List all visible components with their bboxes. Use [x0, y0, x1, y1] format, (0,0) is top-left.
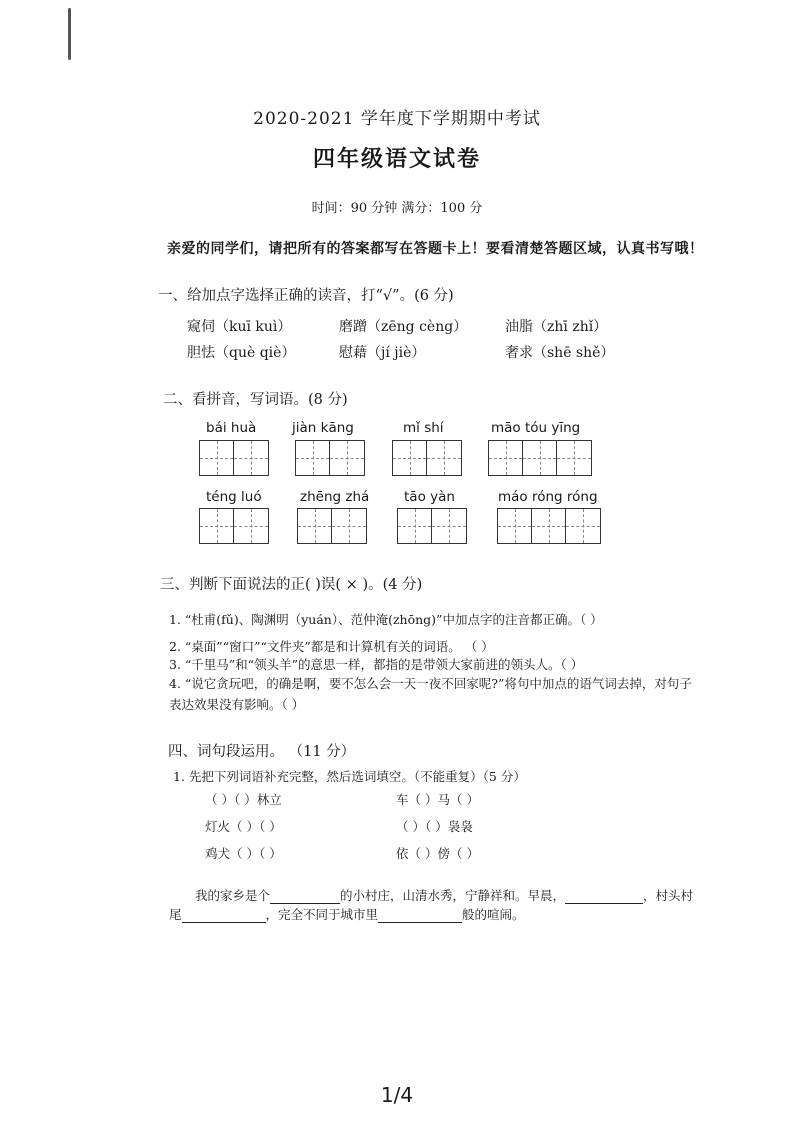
pinyin-label: māo tóu yīng: [491, 420, 581, 436]
q3-item: 1. “杜甫(fǔ)、陶渊明（yuán）、范仲淹(zhōng)”中加点字的注音都正确。（ ）: [169, 612, 603, 627]
q2-title: 二、看拼音，写词语。(8 分): [163, 392, 348, 408]
writing-grid[interactable]: [392, 440, 462, 476]
q1-item: 油脂（zhī zhǐ）: [505, 319, 608, 335]
writing-grid[interactable]: [199, 440, 269, 476]
pinyin-label: mǐ shí: [403, 420, 444, 436]
q3-item: 4. “说它贪玩吧，的确是啊，要不怎么会一天一夜不回家呢?”将句中加点的语气词去掉，对句子: [169, 676, 692, 691]
q3-item: 2. “桌面”“窗口”“文件夹”都是和计算机有关的词语。 （ ）: [169, 639, 494, 654]
q1-item: 磨蹭（zēng cèng）: [339, 319, 468, 335]
pinyin-label: téng luó: [206, 489, 262, 505]
q1-item: 胆怯（què qiè）: [187, 345, 296, 361]
pinyin-label: jiàn kāng: [292, 420, 354, 436]
time-info: 时间：90 分钟 满分：100 分: [311, 201, 483, 216]
pinyin-label: tāo yàn: [404, 489, 455, 505]
answer-blank[interactable]: [182, 908, 266, 923]
writing-grid[interactable]: [297, 508, 367, 544]
q1-title: 一、给加点字选择正确的读音，打“√”。(6 分): [158, 288, 454, 304]
word-fill[interactable]: 鸡犬（ ）（ ）: [205, 846, 282, 861]
q1-item: 慰藉（jí jiè）: [339, 345, 426, 361]
writing-grid[interactable]: [497, 508, 601, 544]
q3-item: 表达效果没有影响。（ ）: [169, 697, 305, 712]
passage-line-1: 我的家乡是个 的小村庄，山清水秀，宁静祥和。早晨， ，村头村: [195, 888, 694, 903]
q4-sub1: 1. 先把下列词语补充完整，然后选词填空。（不能重复）（5 分）: [173, 769, 526, 784]
writing-grid[interactable]: [295, 440, 365, 476]
word-fill[interactable]: 灯火（ ）（ ）: [205, 819, 282, 834]
writing-grid[interactable]: [199, 508, 269, 544]
word-fill[interactable]: 依（ ）傍（ ）: [396, 846, 479, 861]
passage-line-2: 尾 ，完全不同于城市里 般的喧闹。: [169, 907, 525, 922]
notice: 亲爱的同学们，请把所有的答案都写在答题卡上！要看清楚答题区域，认真书写哦！: [167, 241, 704, 257]
answer-blank[interactable]: [378, 908, 462, 923]
answer-blank[interactable]: [270, 889, 340, 904]
writing-grid[interactable]: [397, 508, 467, 544]
pinyin-label: zhēng zhá: [300, 489, 370, 505]
q1-item: 奢求（shē shě）: [505, 345, 615, 361]
page-number: 1/4: [380, 1083, 414, 1107]
q4-title: 四、词句段运用。 （11 分）: [168, 744, 356, 760]
q1-item: 窥伺（kuī kuì）: [187, 319, 292, 335]
writing-grid[interactable]: [488, 440, 592, 476]
scan-mark: [68, 8, 71, 60]
q3-title: 三、判断下面说法的正( )误( × )。(4 分): [160, 577, 423, 593]
exam-title: 2020-2021 学年度下学期期中考试: [253, 109, 541, 129]
pinyin-label: bái huà: [206, 420, 257, 436]
word-fill[interactable]: 车（ ）马（ ）: [396, 792, 479, 807]
answer-blank[interactable]: [565, 889, 643, 904]
paper-title: 四年级语文试卷: [312, 146, 481, 172]
pinyin-label: máo róng róng: [498, 489, 598, 505]
q3-item: 3. “千里马”和“领头羊”的意思一样，都指的是带领大家前进的领头人。（ ）: [169, 657, 584, 672]
word-fill[interactable]: （ ）（ ）林立: [205, 792, 282, 807]
word-fill[interactable]: （ ）（ ）袅袅: [396, 819, 473, 834]
